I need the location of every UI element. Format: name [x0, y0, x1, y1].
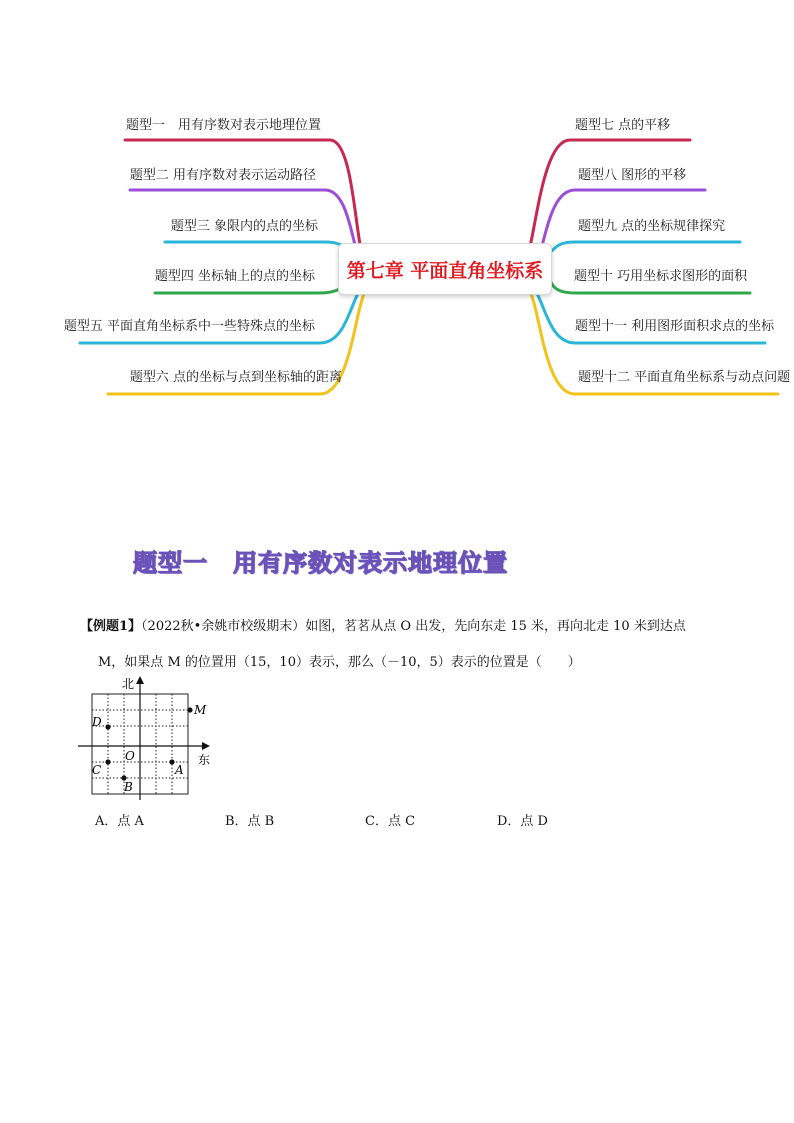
choice-a[interactable]: A．点 A [95, 814, 144, 829]
branch-left-3 [165, 242, 350, 252]
point-m [187, 707, 192, 712]
north-label: 北 [122, 677, 135, 691]
point-d [105, 724, 110, 729]
topic-right-4: 题型十 巧用坐标求图形的面积 [574, 269, 748, 284]
topic-right-2: 题型八 图形的平移 [578, 168, 687, 183]
label-b: B [124, 780, 133, 794]
choice-c[interactable]: C．点 C [365, 814, 416, 829]
east-arrow [202, 742, 210, 750]
topic-right-6: 题型十二 平面直角坐标系与动点问题 [578, 370, 791, 385]
question-line-2: M，如果点 M 的位置用（15，10）表示，那么（－10，5）表示的位置是（ ） [98, 655, 581, 670]
topic-right-1: 题型七 点的平移 [575, 118, 671, 133]
origin-label: O [125, 749, 135, 763]
east-label: 东 [198, 753, 211, 767]
north-arrow [136, 676, 144, 684]
label-m: M [194, 703, 207, 717]
point-a [169, 759, 174, 764]
mind-map-center: 第七章 平面直角坐标系 [338, 243, 552, 295]
topic-left-1: 题型一 用有序数对表示地理位置 [125, 118, 321, 133]
label-d: D [92, 715, 102, 729]
topic-left-5: 题型五 平面直角坐标系中一些特殊点的坐标 [63, 319, 315, 334]
label-a: A [175, 763, 184, 777]
branch-right-3 [550, 242, 740, 252]
topic-left-6: 题型六 点的坐标与点到坐标轴的距离 [129, 370, 342, 385]
question-line-1 [80, 615, 686, 634]
coordinate-figure [78, 672, 218, 802]
topic-left-3: 题型三 象限内的点的坐标 [170, 219, 318, 234]
topic-right-3: 题型九 点的坐标规律探究 [578, 219, 726, 234]
point-c [105, 759, 110, 764]
question-tag: 【例题1】 [80, 619, 142, 634]
section-title: 题型一 用有序数对表示地理位置 [133, 549, 508, 577]
topic-left-2: 题型二 用有序数对表示运动路径 [129, 168, 316, 183]
question-text-1: （2022秋•余姚市校级期末）如图，茗茗从点 O 出发，先向东走 15 米，再向北走 10 米到达点 [141, 619, 686, 634]
topic-left-4: 题型四 坐标轴上的点的坐标 [154, 269, 315, 284]
label-c: C [92, 763, 102, 777]
topic-right-5: 题型十一 利用图形面积求点的坐标 [575, 319, 775, 334]
choice-d[interactable]: D．点 D [497, 814, 548, 829]
choice-b[interactable]: B．点 B [225, 814, 275, 829]
